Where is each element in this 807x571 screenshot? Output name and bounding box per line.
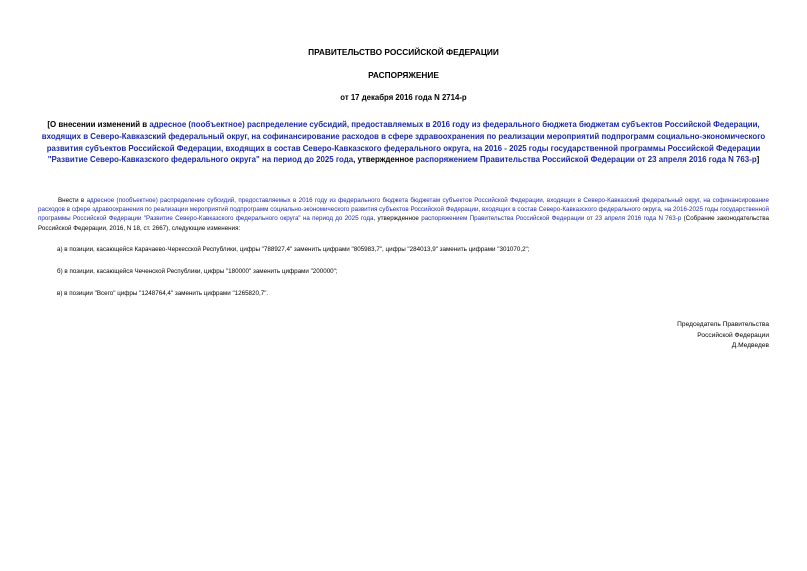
change-item-b: б) в позиции, касающейся Чеченской Республики, цифры "180000" заменить цифрами "200000";	[57, 268, 338, 275]
change-item-a: а) в позиции, касающейся Карачаево-Черкесской Республики, цифры "788927,4" заменить цифрами "805983,7", цифры "284013,9" заменить цифрами "301070,2";	[57, 246, 530, 253]
signature-block	[677, 320, 769, 352]
signature-position: Председатель Правительства	[677, 321, 769, 328]
signature-name: Д.Медведев	[731, 342, 769, 349]
document-title	[38, 119, 769, 166]
title-text-2: , утвержденное	[353, 155, 414, 165]
body-text	[38, 196, 769, 233]
signature-country: Российской Федерации	[697, 331, 769, 339]
change-item-c: в) в позиции "Всего" цифры "1248764,4" заменить цифрами "1265820,7".	[57, 290, 269, 297]
date-number-heading: от 17 декабря 2016 года N 2714-р	[340, 93, 467, 102]
intro-paragraph	[38, 196, 769, 233]
title-text-1: О внесении изменений в	[50, 120, 148, 129]
document-type-heading: РАСПОРЯЖЕНИЕ	[368, 70, 439, 80]
intro-text-3: (Собрание законодательства Российской Федерации, 2016, N 18, ст. 2667), следующие изменения:	[38, 215, 769, 232]
intro-text-1: Внести в	[58, 197, 85, 204]
intro-text-2: , утвержденное	[373, 215, 419, 223]
title-link-order-763[interactable]: распоряжением Правительства Российской Федерации от 23 апреля 2016 года N 763-р	[415, 155, 757, 165]
title-link-distribution[interactable]: адресное (пообъектное) распределение субсидий, предоставляемых в 2016 году из федерального бюджета бюджетам субъектов Российской Федерации, входящих в Северо-Кавказский федеральный округ, на софинансирование расходов в сфере здравоохранения по реализации мероприятий подпрограмм социально-экономического развития субъектов Российской Федерации, входящих в состав Северо-Кавказского федерального округа, на 2016 - 2025 годы государственной программы Российской Федерации "Развитие Северо-Кавказского федерального округа" на период до 2025 года	[41, 120, 766, 165]
title-open-bracket: [	[47, 120, 50, 129]
government-heading: ПРАВИТЕЛЬСТВО РОССИЙСКОЙ ФЕДЕРАЦИИ	[308, 47, 499, 57]
intro-link-order-763[interactable]: распоряжением Правительства Российской Федерации от 23 апреля 2016 года N 763-р	[421, 215, 682, 223]
intro-link-distribution[interactable]: адресное (пообъектное) распределение субсидий, предоставляемых в 2016 году из федерального бюджета бюджетам субъектов Российской Федерации, входящих в Северо-Кавказский федеральный округ, на софинансирование расходов в сфере здравоохранения по реализации мероприятий подпрограмм социально-экономического развития субъектов Российской Федерации, входящих в состав Северо-Кавказского федерального округа, на 2016-2025 годы государственной программы Российской Федерации "Развитие Северо-Кавказского федерального округа" на период до 2025 года	[38, 197, 769, 223]
title-close-bracket: ]	[756, 155, 760, 165]
